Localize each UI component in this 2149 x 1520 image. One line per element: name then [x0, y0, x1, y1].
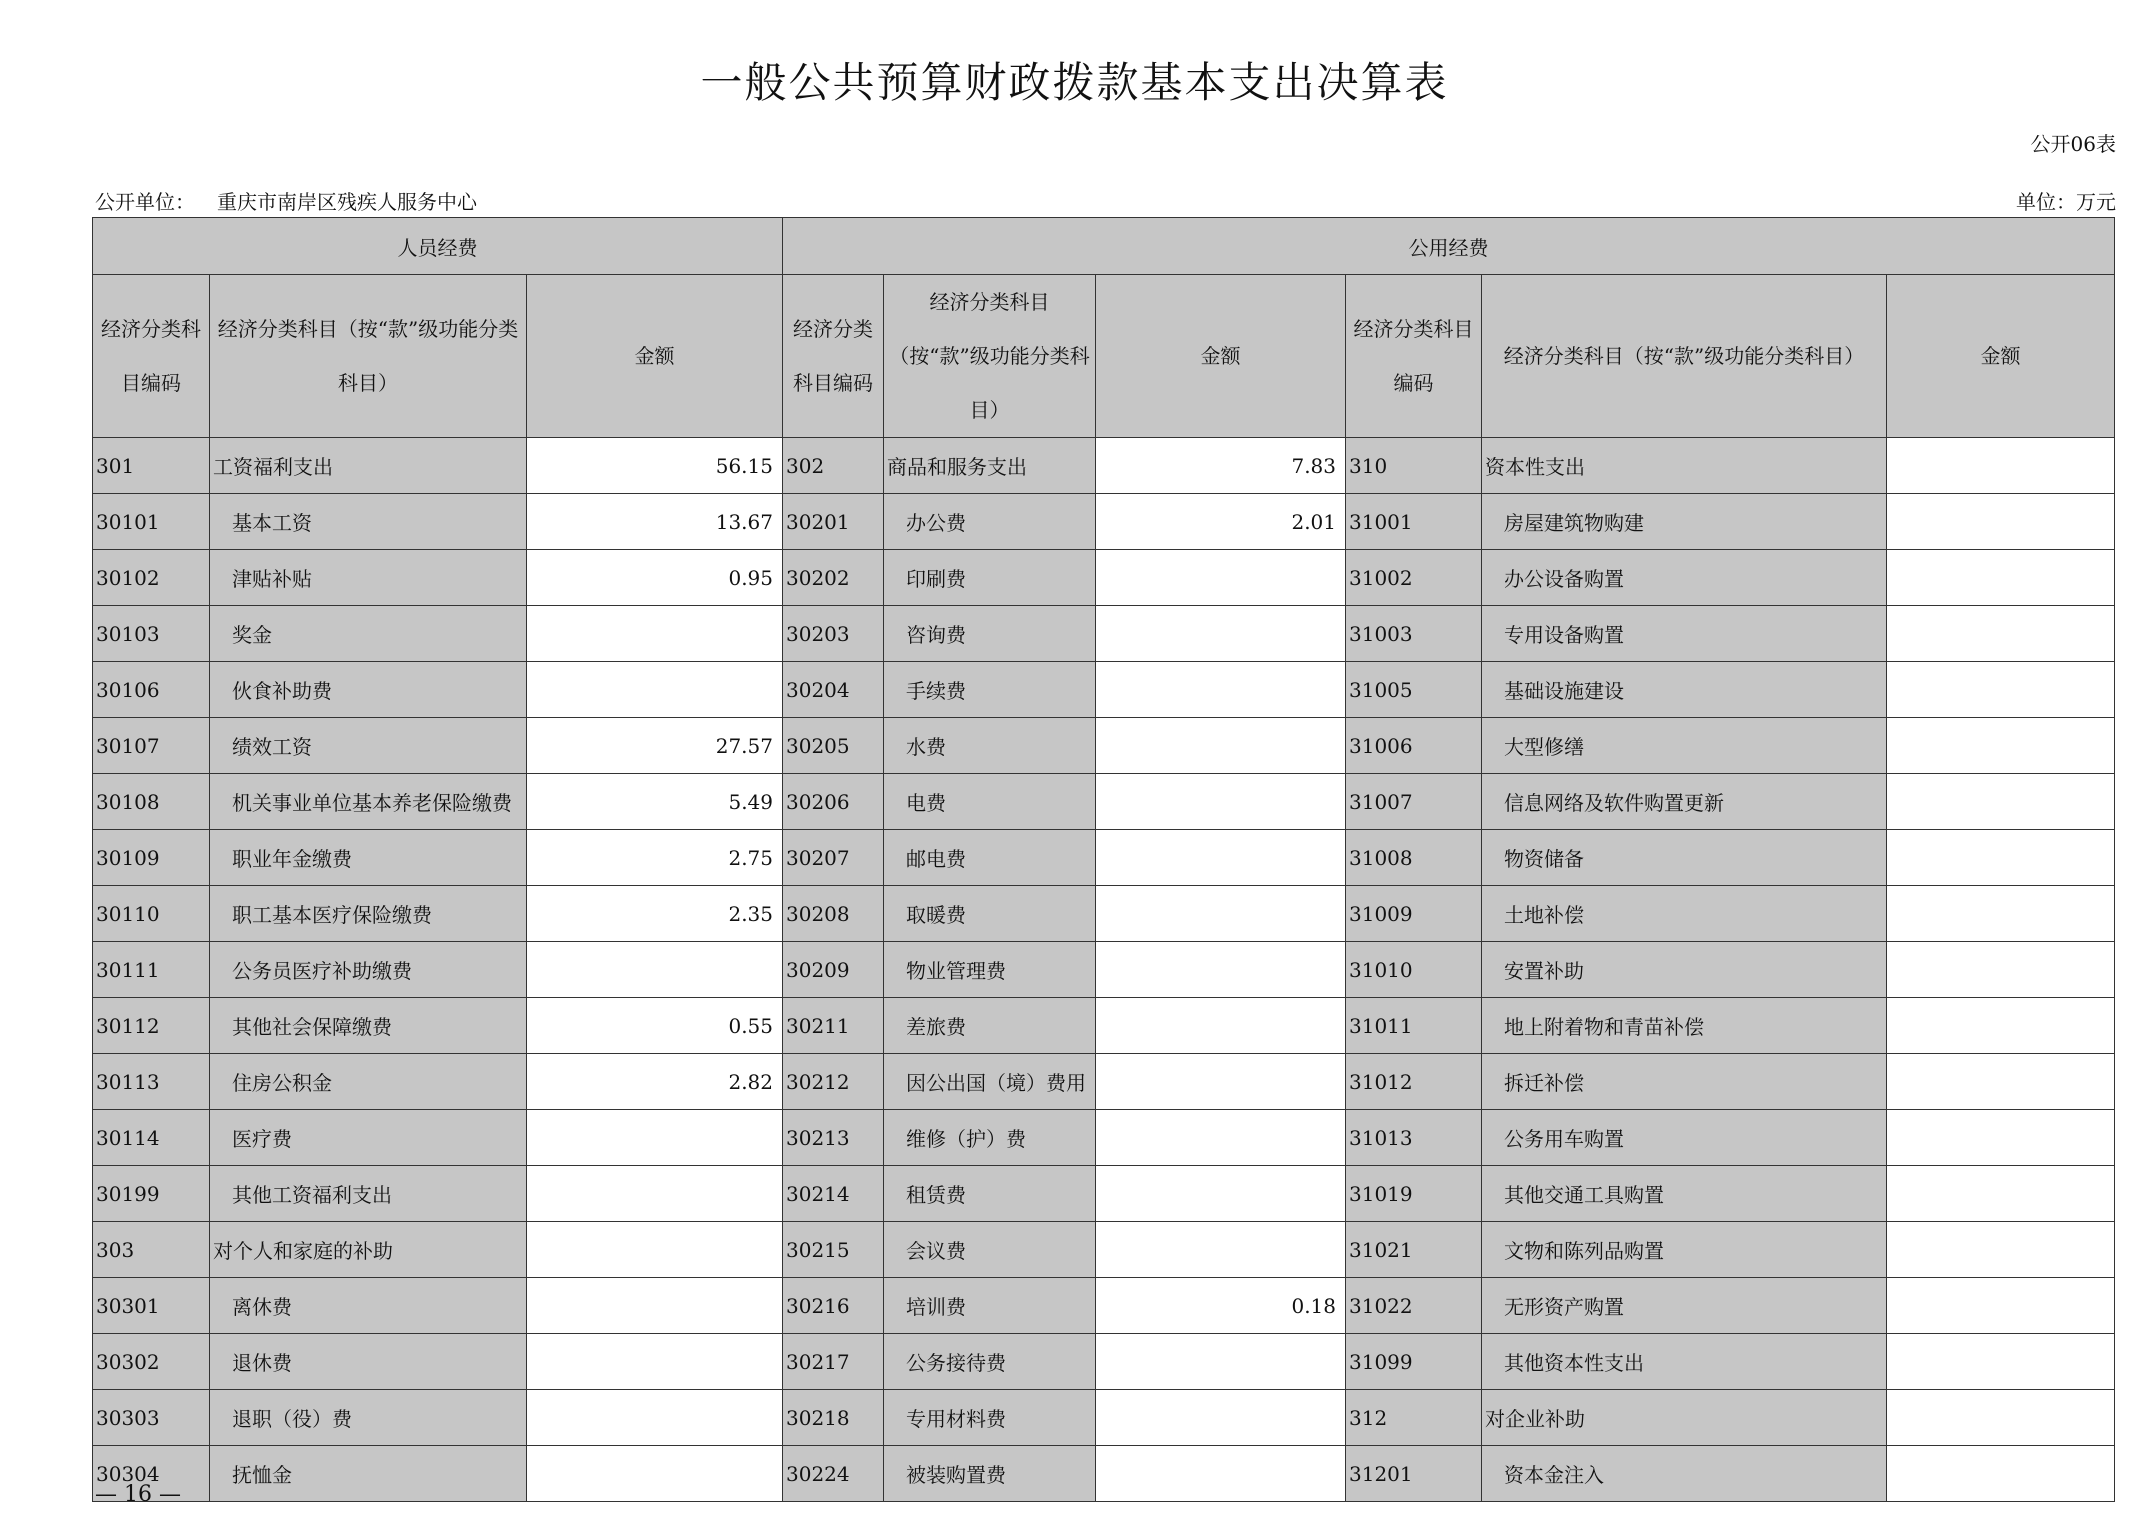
- amount-cell: [1887, 718, 2115, 774]
- name-cell: 因公出国（境）费用: [884, 1054, 1096, 1110]
- amount-cell: [527, 662, 783, 718]
- col-header-code: 经济分类科目编码: [783, 275, 884, 438]
- amount-cell: [527, 1446, 783, 1502]
- code-cell: 30107: [93, 718, 210, 774]
- code-cell: 30102: [93, 550, 210, 606]
- amount-cell: [1096, 1446, 1346, 1502]
- code-cell: 30101: [93, 494, 210, 550]
- code-cell: 30201: [783, 494, 884, 550]
- code-cell: 31010: [1346, 942, 1482, 998]
- amount-cell: [527, 942, 783, 998]
- name-cell: 培训费: [884, 1278, 1096, 1334]
- amount-cell: [1096, 830, 1346, 886]
- name-cell: 职业年金缴费: [210, 830, 527, 886]
- table-row: [93, 1222, 2115, 1278]
- table-row: [93, 1110, 2115, 1166]
- table-row: [93, 438, 2115, 494]
- table-row: [93, 1278, 2115, 1334]
- name-cell: 其他交通工具购置: [1482, 1166, 1887, 1222]
- name-cell: 拆迁补偿: [1482, 1054, 1887, 1110]
- amount-cell: 2.82: [527, 1054, 783, 1110]
- table-number: 公开06表: [2030, 132, 2116, 156]
- name-cell: 公务用车购置: [1482, 1110, 1887, 1166]
- amount-cell: [1887, 438, 2115, 494]
- amount-cell: 2.35: [527, 886, 783, 942]
- name-cell: 公务接待费: [884, 1334, 1096, 1390]
- code-cell: 31011: [1346, 998, 1482, 1054]
- code-cell: 30113: [93, 1054, 210, 1110]
- unit-line: [95, 186, 2116, 215]
- name-cell: 职工基本医疗保险缴费: [210, 886, 527, 942]
- table-row: [93, 718, 2115, 774]
- table-row: [93, 606, 2115, 662]
- table-row: [93, 886, 2115, 942]
- code-cell: 30109: [93, 830, 210, 886]
- name-cell: 资本金注入: [1482, 1446, 1887, 1502]
- table-body: [93, 438, 2115, 1502]
- code-cell: 30207: [783, 830, 884, 886]
- name-cell: 住房公积金: [210, 1054, 527, 1110]
- table-row: [93, 662, 2115, 718]
- code-cell: 30212: [783, 1054, 884, 1110]
- code-cell: 31003: [1346, 606, 1482, 662]
- code-cell: 30209: [783, 942, 884, 998]
- name-cell: 大型修缮: [1482, 718, 1887, 774]
- code-cell: 30114: [93, 1110, 210, 1166]
- amount-cell: [1887, 1054, 2115, 1110]
- expenditure-table: [92, 217, 2115, 1502]
- code-cell: 30301: [93, 1278, 210, 1334]
- amount-cell: [1887, 550, 2115, 606]
- amount-cell: [527, 1222, 783, 1278]
- code-cell: 31021: [1346, 1222, 1482, 1278]
- amount-cell: 56.15: [527, 438, 783, 494]
- col-header-name: 经济分类科目（按“款”级功能分类科目）: [884, 275, 1096, 438]
- name-cell: 咨询费: [884, 606, 1096, 662]
- name-cell: 电费: [884, 774, 1096, 830]
- name-cell: 差旅费: [884, 998, 1096, 1054]
- code-cell: 30112: [93, 998, 210, 1054]
- code-cell: 30108: [93, 774, 210, 830]
- name-cell: 对企业补助: [1482, 1390, 1887, 1446]
- name-cell: 地上附着物和青苗补偿: [1482, 998, 1887, 1054]
- amount-cell: [1096, 606, 1346, 662]
- code-cell: 30211: [783, 998, 884, 1054]
- name-cell: 绩效工资: [210, 718, 527, 774]
- code-cell: 30216: [783, 1278, 884, 1334]
- table-row: [93, 1446, 2115, 1502]
- public-expense-header: 公用经费: [783, 218, 2115, 275]
- amount-cell: [1887, 998, 2115, 1054]
- amount-cell: [1096, 1390, 1346, 1446]
- name-cell: 专用材料费: [884, 1390, 1096, 1446]
- name-cell: 机关事业单位基本养老保险缴费: [210, 774, 527, 830]
- amount-cell: [1887, 1222, 2115, 1278]
- code-cell: 31201: [1346, 1446, 1482, 1502]
- code-cell: 30206: [783, 774, 884, 830]
- name-cell: 基础设施建设: [1482, 662, 1887, 718]
- code-cell: 30205: [783, 718, 884, 774]
- code-cell: 30202: [783, 550, 884, 606]
- code-cell: 30302: [93, 1334, 210, 1390]
- amount-cell: 27.57: [527, 718, 783, 774]
- amount-cell: [1887, 886, 2115, 942]
- amount-cell: [1887, 606, 2115, 662]
- amount-cell: [1887, 662, 2115, 718]
- name-cell: 抚恤金: [210, 1446, 527, 1502]
- code-cell: 302: [783, 438, 884, 494]
- col-header-code: 经济分类科目编码: [93, 275, 210, 438]
- name-cell: 房屋建筑物购建: [1482, 494, 1887, 550]
- table-row: [93, 998, 2115, 1054]
- name-cell: 退职（役）费: [210, 1390, 527, 1446]
- code-cell: 31012: [1346, 1054, 1482, 1110]
- amount-cell: [1096, 998, 1346, 1054]
- amount-cell: [1887, 1278, 2115, 1334]
- code-cell: 310: [1346, 438, 1482, 494]
- amount-cell: 5.49: [527, 774, 783, 830]
- amount-cell: [1887, 494, 2115, 550]
- table-row: [93, 1054, 2115, 1110]
- code-cell: 31013: [1346, 1110, 1482, 1166]
- code-cell: 30203: [783, 606, 884, 662]
- name-cell: 医疗费: [210, 1110, 527, 1166]
- name-cell: 办公设备购置: [1482, 550, 1887, 606]
- name-cell: 伙食补助费: [210, 662, 527, 718]
- amount-cell: [1887, 1166, 2115, 1222]
- amount-cell: 2.75: [527, 830, 783, 886]
- table-row: [93, 550, 2115, 606]
- amount-cell: [1887, 1390, 2115, 1446]
- col-header-amount: 金额: [1096, 275, 1346, 438]
- col-header-amount: 金额: [1887, 275, 2115, 438]
- amount-cell: [1096, 550, 1346, 606]
- name-cell: 无形资产购置: [1482, 1278, 1887, 1334]
- currency-unit: 单位：万元: [2016, 190, 2116, 214]
- unit-label: 公开单位：: [95, 190, 195, 214]
- col-header-amount: 金额: [527, 275, 783, 438]
- code-cell: 312: [1346, 1390, 1482, 1446]
- amount-cell: [1887, 1446, 2115, 1502]
- code-cell: 31007: [1346, 774, 1482, 830]
- amount-cell: [527, 1334, 783, 1390]
- code-cell: 31099: [1346, 1334, 1482, 1390]
- table-row: [93, 942, 2115, 998]
- name-cell: 水费: [884, 718, 1096, 774]
- amount-cell: [1096, 774, 1346, 830]
- amount-cell: [1096, 1166, 1346, 1222]
- amount-cell: [1887, 1110, 2115, 1166]
- name-cell: 维修（护）费: [884, 1110, 1096, 1166]
- amount-cell: 0.18: [1096, 1278, 1346, 1334]
- amount-cell: [1096, 1110, 1346, 1166]
- name-cell: 物资储备: [1482, 830, 1887, 886]
- col-header-name: 经济分类科目（按“款”级功能分类科目）: [1482, 275, 1887, 438]
- name-cell: 工资福利支出: [210, 438, 527, 494]
- name-cell: 其他社会保障缴费: [210, 998, 527, 1054]
- name-cell: 取暖费: [884, 886, 1096, 942]
- name-cell: 专用设备购置: [1482, 606, 1887, 662]
- amount-cell: 2.01: [1096, 494, 1346, 550]
- amount-cell: [1096, 1222, 1346, 1278]
- name-cell: 物业管理费: [884, 942, 1096, 998]
- amount-cell: [527, 1166, 783, 1222]
- code-cell: 30213: [783, 1110, 884, 1166]
- code-cell: 30215: [783, 1222, 884, 1278]
- amount-cell: 0.95: [527, 550, 783, 606]
- amount-cell: [1887, 774, 2115, 830]
- col-header-name: 经济分类科目（按“款”级功能分类科目）: [210, 275, 527, 438]
- table-row: [93, 830, 2115, 886]
- page-number: — 16 —: [95, 1482, 181, 1507]
- code-cell: 30304: [93, 1446, 210, 1502]
- code-cell: 31008: [1346, 830, 1482, 886]
- table-row: [93, 1390, 2115, 1446]
- amount-cell: [1096, 718, 1346, 774]
- code-cell: 30217: [783, 1334, 884, 1390]
- code-cell: 30110: [93, 886, 210, 942]
- code-cell: 30224: [783, 1446, 884, 1502]
- code-cell: 30208: [783, 886, 884, 942]
- name-cell: 公务员医疗补助缴费: [210, 942, 527, 998]
- amount-cell: 0.55: [527, 998, 783, 1054]
- amount-cell: 13.67: [527, 494, 783, 550]
- amount-cell: [1887, 1334, 2115, 1390]
- name-cell: 基本工资: [210, 494, 527, 550]
- code-cell: 31002: [1346, 550, 1482, 606]
- name-cell: 印刷费: [884, 550, 1096, 606]
- amount-cell: [1096, 1334, 1346, 1390]
- table-row: [93, 1334, 2115, 1390]
- name-cell: 被装购置费: [884, 1446, 1096, 1502]
- name-cell: 商品和服务支出: [884, 438, 1096, 494]
- name-cell: 手续费: [884, 662, 1096, 718]
- amount-cell: 7.83: [1096, 438, 1346, 494]
- personnel-expense-header: 人员经费: [93, 218, 783, 275]
- name-cell: 对个人和家庭的补助: [210, 1222, 527, 1278]
- name-cell: 安置补助: [1482, 942, 1887, 998]
- amount-cell: [1096, 942, 1346, 998]
- code-cell: 30204: [783, 662, 884, 718]
- amount-cell: [1096, 662, 1346, 718]
- amount-cell: [527, 1278, 783, 1334]
- name-cell: 津贴补贴: [210, 550, 527, 606]
- page-title: 一般公共预算财政拨款基本支出决算表: [700, 58, 1449, 107]
- amount-cell: [527, 1110, 783, 1166]
- code-cell: 30106: [93, 662, 210, 718]
- name-cell: 会议费: [884, 1222, 1096, 1278]
- name-cell: 文物和陈列品购置: [1482, 1222, 1887, 1278]
- code-cell: 31009: [1346, 886, 1482, 942]
- code-cell: 30103: [93, 606, 210, 662]
- code-cell: 30214: [783, 1166, 884, 1222]
- code-cell: 30218: [783, 1390, 884, 1446]
- amount-cell: [527, 606, 783, 662]
- table-row: [93, 494, 2115, 550]
- name-cell: 信息网络及软件购置更新: [1482, 774, 1887, 830]
- table-row: [93, 774, 2115, 830]
- amount-cell: [1096, 886, 1346, 942]
- col-header-code: 经济分类科目编码: [1346, 275, 1482, 438]
- code-cell: 301: [93, 438, 210, 494]
- code-cell: 31022: [1346, 1278, 1482, 1334]
- amount-cell: [1887, 942, 2115, 998]
- name-cell: 办公费: [884, 494, 1096, 550]
- code-cell: 30111: [93, 942, 210, 998]
- code-cell: 31001: [1346, 494, 1482, 550]
- amount-cell: [1887, 830, 2115, 886]
- name-cell: 退休费: [210, 1334, 527, 1390]
- name-cell: 奖金: [210, 606, 527, 662]
- name-cell: 租赁费: [884, 1166, 1096, 1222]
- amount-cell: [1096, 1054, 1346, 1110]
- code-cell: 31019: [1346, 1166, 1482, 1222]
- name-cell: 邮电费: [884, 830, 1096, 886]
- name-cell: 土地补偿: [1482, 886, 1887, 942]
- code-cell: 31005: [1346, 662, 1482, 718]
- name-cell: 其他资本性支出: [1482, 1334, 1887, 1390]
- name-cell: 资本性支出: [1482, 438, 1887, 494]
- code-cell: 31006: [1346, 718, 1482, 774]
- code-cell: 30303: [93, 1390, 210, 1446]
- amount-cell: [527, 1390, 783, 1446]
- unit-name: 重庆市南岸区残疾人服务中心: [217, 190, 477, 214]
- code-cell: 303: [93, 1222, 210, 1278]
- name-cell: 离休费: [210, 1278, 527, 1334]
- name-cell: 其他工资福利支出: [210, 1166, 527, 1222]
- table-row: [93, 1166, 2115, 1222]
- code-cell: 30199: [93, 1166, 210, 1222]
